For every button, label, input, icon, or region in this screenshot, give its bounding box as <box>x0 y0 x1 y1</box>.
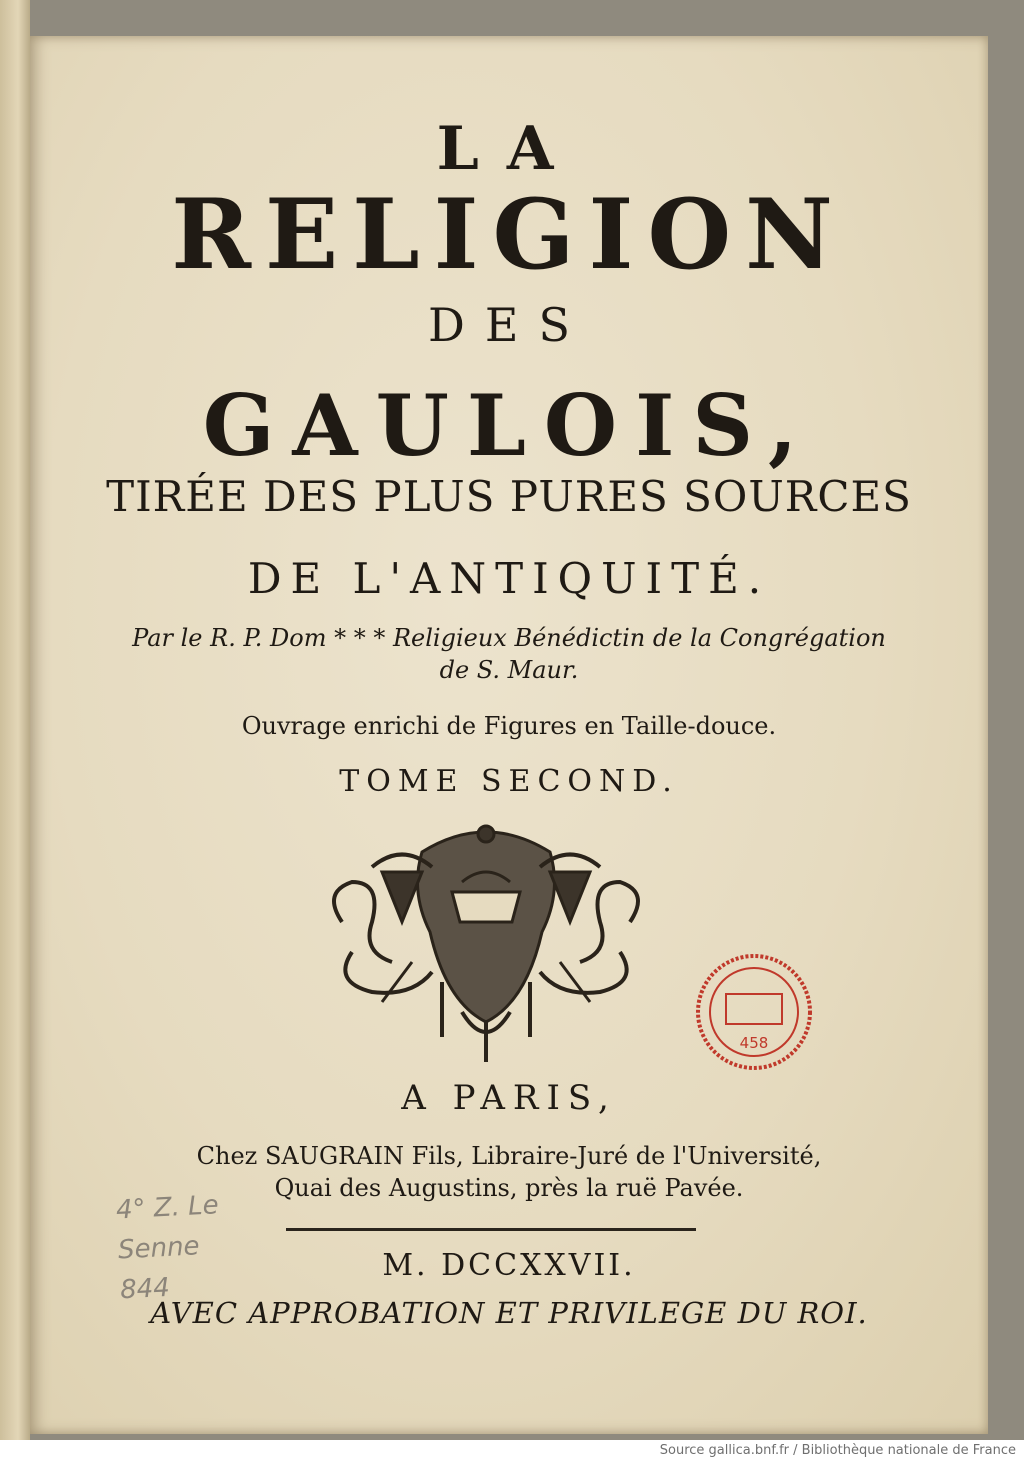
title-line-gaulois: GAULOIS, <box>202 376 816 475</box>
author-line-1: Par le R. P. Dom * * * Religieux Bénédictin de la Congrégation <box>132 624 886 652</box>
author-line-2: de S. Maur. <box>439 656 579 684</box>
subtitle-sources: TIRÉE DES PLUS PURES SOURCES <box>106 472 912 521</box>
title-line-la: LA <box>436 114 582 184</box>
stamp-number: 458 <box>739 1034 769 1052</box>
publisher-line-1: Chez SAUGRAIN Fils, Libraire-Juré de l'Université, <box>196 1142 822 1170</box>
publication-year: M. DCCXXVII. <box>382 1248 636 1283</box>
shelfmark-line-1: 4° Z. Le Senne <box>115 1190 220 1266</box>
title-page <box>30 36 988 1434</box>
royal-privilege: AVEC APPROBATION ET PRIVILEGE DU ROI. <box>150 1296 868 1330</box>
title-line-religion: RELIGION <box>171 178 847 291</box>
title-line-des: DES <box>428 298 590 352</box>
shelfmark-line-2: 844 <box>119 1272 171 1306</box>
printers-ornament-icon <box>312 812 660 1068</box>
source-credit: Source gallica.bnf.fr / Bibliothèque nationale de France <box>659 1443 1016 1458</box>
horizontal-rule <box>286 1228 696 1231</box>
illustrations-note: Ouvrage enrichi de Figures en Taille-douce. <box>241 712 777 740</box>
library-stamp-icon <box>694 952 814 1072</box>
author-block <box>30 622 988 686</box>
facing-page-edge <box>0 0 30 1440</box>
handwritten-shelfmark <box>115 1182 291 1311</box>
subtitle-antiquite: DE L'ANTIQUITÉ. <box>247 554 771 603</box>
publisher-line-2: Quai des Augustins, près la ruë Pavée. <box>274 1174 744 1202</box>
volume-label: TOME SECOND. <box>339 764 679 799</box>
imprint-city: A PARIS, <box>401 1078 617 1118</box>
